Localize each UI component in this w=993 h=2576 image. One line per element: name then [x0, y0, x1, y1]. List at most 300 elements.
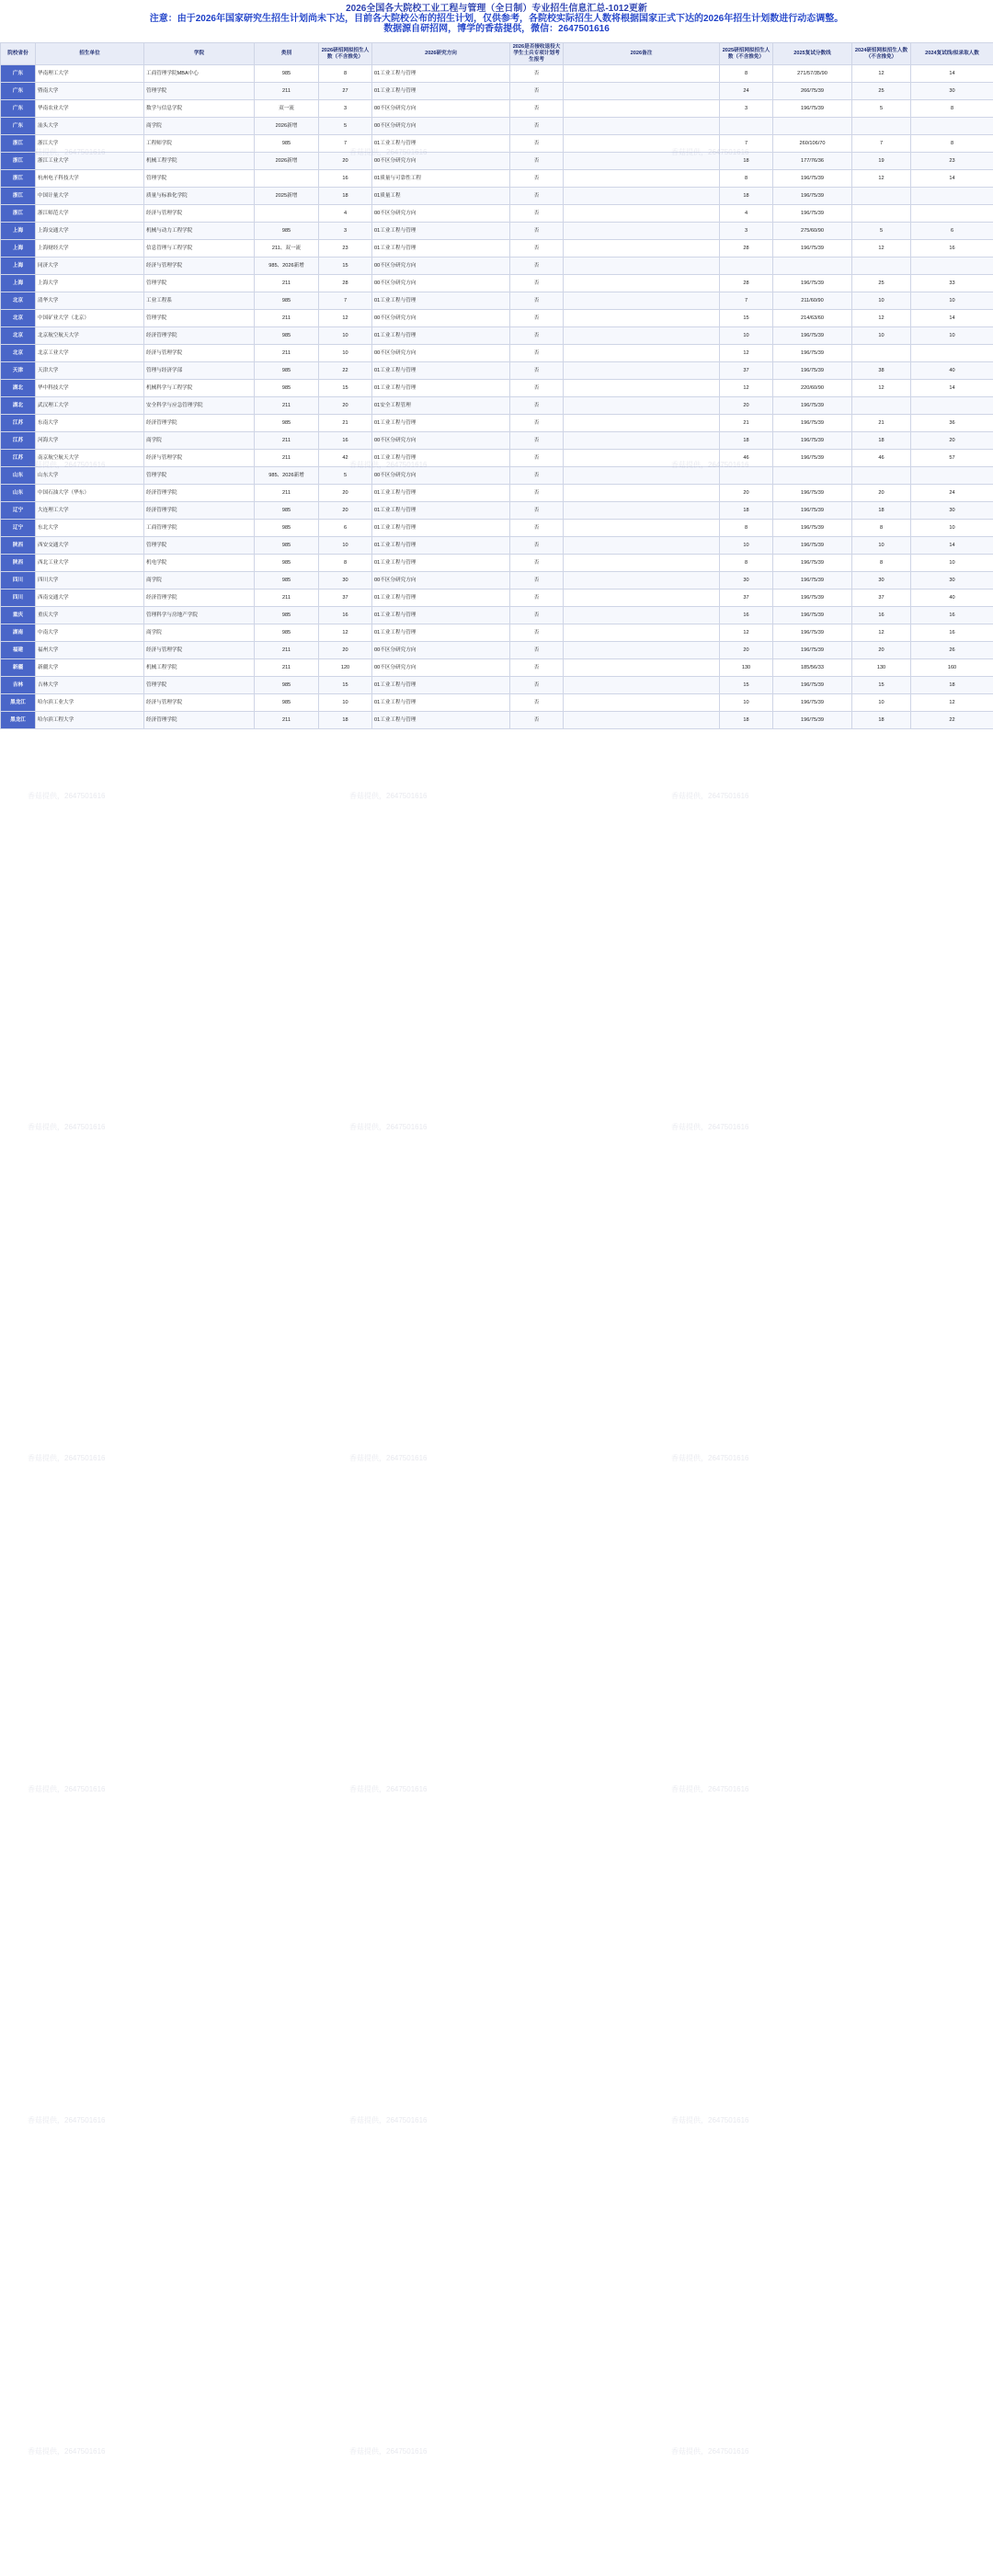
- cell-college: 机械工程学院: [144, 659, 255, 677]
- cell-ex: 否: [510, 572, 564, 590]
- cell-line25: 196/75/39: [773, 485, 852, 502]
- cell-n25: 8: [720, 555, 773, 572]
- cell-school: 武汉理工大学: [36, 397, 144, 415]
- cell-note: [564, 135, 720, 153]
- cell-n24: 25: [852, 275, 911, 292]
- cell-n25: 7: [720, 292, 773, 310]
- cell-ex: 否: [510, 65, 564, 83]
- cell-dir: 00不区分研究方向: [372, 572, 510, 590]
- cell-college: 经济管理学院: [144, 502, 255, 520]
- cell-prov: 陕西: [1, 555, 36, 572]
- cell-prov: 江苏: [1, 415, 36, 432]
- cell-n25: 24: [720, 83, 773, 100]
- cell-res24: 23: [911, 153, 993, 170]
- cell-res24: 12: [911, 694, 993, 712]
- table-row: [1, 467, 993, 485]
- watermark-text: 香菇提供，2647501616: [671, 2447, 749, 2456]
- cell-dir: 01工业工程与管理: [372, 555, 510, 572]
- cell-prov: 浙江: [1, 153, 36, 170]
- cell-note: [564, 694, 720, 712]
- cell-type: 985: [255, 502, 319, 520]
- cell-line25: 196/75/39: [773, 397, 852, 415]
- cell-college: 商学院: [144, 624, 255, 642]
- cell-res24: 14: [911, 65, 993, 83]
- cell-ex: 否: [510, 345, 564, 362]
- cell-college: 机械与动力工程学院: [144, 223, 255, 240]
- cell-college: 机械工程学院: [144, 153, 255, 170]
- table-row: [1, 205, 993, 223]
- cell-n26: 15: [319, 258, 372, 275]
- cell-n26: 37: [319, 590, 372, 607]
- cell-prov: 湖南: [1, 624, 36, 642]
- cell-school: 中国石油大学（华东）: [36, 485, 144, 502]
- cell-n25: 28: [720, 240, 773, 258]
- table-row: [1, 362, 993, 380]
- cell-line25: 196/75/39: [773, 694, 852, 712]
- cell-n26: 28: [319, 275, 372, 292]
- cell-type: 985: [255, 135, 319, 153]
- cell-type: 985: [255, 223, 319, 240]
- cell-note: [564, 205, 720, 223]
- cell-ex: 否: [510, 520, 564, 537]
- cell-note: [564, 555, 720, 572]
- cell-n24: 20: [852, 642, 911, 659]
- cell-res24: 24: [911, 485, 993, 502]
- cell-ex: 否: [510, 590, 564, 607]
- cell-line25: 196/75/39: [773, 327, 852, 345]
- cell-note: [564, 677, 720, 694]
- cell-ex: 否: [510, 188, 564, 205]
- table-row: [1, 65, 993, 83]
- table-row: [1, 327, 993, 345]
- cell-college: 管理科学与房地产学院: [144, 607, 255, 624]
- cell-prov: 北京: [1, 345, 36, 362]
- cell-prov: 江苏: [1, 450, 36, 467]
- cell-school: 哈尔滨工程大学: [36, 712, 144, 729]
- table-row: [1, 345, 993, 362]
- cell-res24: 16: [911, 607, 993, 624]
- column-header: 2026研究方向: [372, 43, 510, 65]
- cell-line25: 196/75/39: [773, 100, 852, 118]
- cell-n25: 4: [720, 205, 773, 223]
- cell-college: 工业工程系: [144, 292, 255, 310]
- cell-line25: 266/75/39: [773, 83, 852, 100]
- cell-res24: 40: [911, 362, 993, 380]
- cell-note: [564, 223, 720, 240]
- watermark-text: 香菇提供，2647501616: [349, 1785, 428, 1793]
- table-row: [1, 380, 993, 397]
- cell-dir: 01工业工程与管理: [372, 292, 510, 310]
- cell-school: 北京航空航天大学: [36, 327, 144, 345]
- cell-dir: 01工业工程与管理: [372, 712, 510, 729]
- cell-dir: 00不区分研究方向: [372, 118, 510, 135]
- cell-n26: 16: [319, 170, 372, 188]
- cell-dir: 00不区分研究方向: [372, 310, 510, 327]
- cell-school: 汕头大学: [36, 118, 144, 135]
- cell-n25: [720, 258, 773, 275]
- cell-dir: 01工业工程与管理: [372, 380, 510, 397]
- cell-n26: 3: [319, 100, 372, 118]
- cell-type: 双一流: [255, 100, 319, 118]
- cell-n24: 18: [852, 712, 911, 729]
- cell-line25: 196/75/39: [773, 520, 852, 537]
- cell-dir: 00不区分研究方向: [372, 205, 510, 223]
- cell-n25: 10: [720, 327, 773, 345]
- cell-note: [564, 712, 720, 729]
- cell-line25: 196/75/39: [773, 362, 852, 380]
- cell-line25: 196/75/39: [773, 432, 852, 450]
- cell-note: [564, 450, 720, 467]
- cell-school: 上海交通大学: [36, 223, 144, 240]
- table-row: [1, 310, 993, 327]
- cell-ex: 否: [510, 275, 564, 292]
- cell-type: 211: [255, 712, 319, 729]
- cell-school: 上海财经大学: [36, 240, 144, 258]
- cell-n25: [720, 118, 773, 135]
- table-row: [1, 275, 993, 292]
- cell-school: 大连理工大学: [36, 502, 144, 520]
- cell-n26: 10: [319, 537, 372, 555]
- cell-line25: 271/57/35/90: [773, 65, 852, 83]
- cell-prov: 广东: [1, 83, 36, 100]
- cell-note: [564, 258, 720, 275]
- cell-n24: [852, 118, 911, 135]
- cell-type: 985: [255, 677, 319, 694]
- cell-note: [564, 590, 720, 607]
- cell-type: 985: [255, 520, 319, 537]
- cell-n26: 22: [319, 362, 372, 380]
- cell-college: 质量与标准化学院: [144, 188, 255, 205]
- cell-n24: 12: [852, 624, 911, 642]
- table-row: [1, 502, 993, 520]
- cell-n25: 18: [720, 432, 773, 450]
- cell-line25: 196/75/39: [773, 677, 852, 694]
- cell-dir: 00不区分研究方向: [372, 153, 510, 170]
- cell-res24: 18: [911, 677, 993, 694]
- cell-dir: 00不区分研究方向: [372, 432, 510, 450]
- table-header-row: [1, 43, 993, 65]
- cell-dir: 00不区分研究方向: [372, 467, 510, 485]
- table-row: [1, 240, 993, 258]
- cell-ex: 否: [510, 362, 564, 380]
- cell-n25: 18: [720, 153, 773, 170]
- watermark-text: 香菇提供，2647501616: [349, 2447, 428, 2456]
- cell-n24: [852, 258, 911, 275]
- cell-line25: 196/75/39: [773, 572, 852, 590]
- cell-prov: 湖北: [1, 397, 36, 415]
- cell-prov: 上海: [1, 275, 36, 292]
- cell-note: [564, 607, 720, 624]
- cell-res24: [911, 258, 993, 275]
- cell-college: 商学院: [144, 118, 255, 135]
- cell-type: 985: [255, 694, 319, 712]
- cell-type: 2025新增: [255, 188, 319, 205]
- cell-school: 清华大学: [36, 292, 144, 310]
- cell-school: 浙江工业大学: [36, 153, 144, 170]
- cell-school: 山东大学: [36, 467, 144, 485]
- cell-n25: 10: [720, 694, 773, 712]
- cell-prov: 山东: [1, 485, 36, 502]
- cell-n24: 10: [852, 327, 911, 345]
- cell-type: 985: [255, 537, 319, 555]
- table-row: [1, 712, 993, 729]
- cell-college: 经济管理学院: [144, 327, 255, 345]
- cell-dir: 01工业工程与管理: [372, 520, 510, 537]
- table-row: [1, 694, 993, 712]
- cell-college: 管理学院: [144, 275, 255, 292]
- cell-prov: 吉林: [1, 677, 36, 694]
- table-row: [1, 292, 993, 310]
- cell-note: [564, 83, 720, 100]
- cell-type: 985: [255, 327, 319, 345]
- cell-type: 211: [255, 450, 319, 467]
- cell-college: 管理学院: [144, 677, 255, 694]
- notice-text: 注意：由于2026年国家研究生招生计划尚未下达，目前各大院校公布的招生计划，仅供参考，各院校实际招生人数将根据国家正式下达的2026年招生计划数进行动态调整。: [149, 14, 844, 24]
- table-container: [0, 42, 993, 2576]
- cell-line25: 196/75/39: [773, 188, 852, 205]
- cell-note: [564, 240, 720, 258]
- cell-type: 985、2026新增: [255, 258, 319, 275]
- cell-n24: 37: [852, 590, 911, 607]
- cell-type: 211、双一流: [255, 240, 319, 258]
- page-header: [0, 0, 993, 40]
- cell-n25: 21: [720, 415, 773, 432]
- cell-school: 西安交通大学: [36, 537, 144, 555]
- cell-school: 华中科技大学: [36, 380, 144, 397]
- cell-dir: 01工业工程与管理: [372, 677, 510, 694]
- cell-prov: 浙江: [1, 188, 36, 205]
- cell-ex: 否: [510, 502, 564, 520]
- cell-college: 管理学院: [144, 83, 255, 100]
- cell-dir: 01工业工程与管理: [372, 65, 510, 83]
- cell-college: 商学院: [144, 572, 255, 590]
- recruitment-table: [0, 42, 993, 729]
- cell-dir: 01工业工程与管理: [372, 240, 510, 258]
- cell-prov: 广东: [1, 118, 36, 135]
- cell-school: 天津大学: [36, 362, 144, 380]
- cell-college: 经济与管理学院: [144, 345, 255, 362]
- cell-type: 211: [255, 275, 319, 292]
- cell-ex: 否: [510, 415, 564, 432]
- cell-n26: 5: [319, 118, 372, 135]
- table-row: [1, 485, 993, 502]
- cell-ex: 否: [510, 327, 564, 345]
- cell-type: 985: [255, 380, 319, 397]
- cell-ex: 否: [510, 380, 564, 397]
- table-row: [1, 118, 993, 135]
- cell-n26: 12: [319, 310, 372, 327]
- cell-n24: [852, 345, 911, 362]
- cell-school: 西南交通大学: [36, 590, 144, 607]
- cell-ex: 否: [510, 467, 564, 485]
- watermark-text: 香菇提供，2647501616: [671, 2116, 749, 2124]
- cell-n25: 16: [720, 607, 773, 624]
- cell-line25: 196/75/39: [773, 712, 852, 729]
- cell-n24: 12: [852, 170, 911, 188]
- table-row: [1, 450, 993, 467]
- cell-note: [564, 502, 720, 520]
- cell-n24: 10: [852, 694, 911, 712]
- table-row: [1, 590, 993, 607]
- cell-n25: 3: [720, 100, 773, 118]
- cell-ex: 否: [510, 118, 564, 135]
- cell-n24: 19: [852, 153, 911, 170]
- cell-school: 中国矿业大学（北京）: [36, 310, 144, 327]
- cell-n25: 130: [720, 659, 773, 677]
- cell-type: 211: [255, 345, 319, 362]
- column-header: 2025复试分数线: [773, 43, 852, 65]
- table-row: [1, 258, 993, 275]
- cell-n24: [852, 205, 911, 223]
- cell-prov: 上海: [1, 258, 36, 275]
- cell-college: 管理与经济学部: [144, 362, 255, 380]
- cell-note: [564, 345, 720, 362]
- cell-line25: 177/76/36: [773, 153, 852, 170]
- cell-school: 东南大学: [36, 415, 144, 432]
- cell-prov: 福建: [1, 642, 36, 659]
- cell-n25: 8: [720, 520, 773, 537]
- cell-n24: 5: [852, 223, 911, 240]
- cell-n26: 12: [319, 624, 372, 642]
- cell-res24: 16: [911, 240, 993, 258]
- cell-note: [564, 327, 720, 345]
- cell-dir: 01工业工程与管理: [372, 502, 510, 520]
- cell-prov: 陕西: [1, 537, 36, 555]
- watermark-text: 香菇提供，2647501616: [28, 1123, 106, 1131]
- column-header: 2026是否接收退役大学生士兵专项计划考生报考: [510, 43, 564, 65]
- cell-n24: 25: [852, 83, 911, 100]
- cell-n25: 20: [720, 397, 773, 415]
- cell-line25: [773, 258, 852, 275]
- cell-n26: 7: [319, 135, 372, 153]
- cell-note: [564, 520, 720, 537]
- cell-res24: [911, 397, 993, 415]
- cell-n25: 12: [720, 380, 773, 397]
- cell-res24: 160: [911, 659, 993, 677]
- cell-n24: [852, 188, 911, 205]
- cell-ex: 否: [510, 694, 564, 712]
- cell-dir: 00不区分研究方向: [372, 642, 510, 659]
- cell-college: 经济管理学院: [144, 590, 255, 607]
- cell-school: 重庆大学: [36, 607, 144, 624]
- cell-note: [564, 275, 720, 292]
- cell-college: 数学与信息学院: [144, 100, 255, 118]
- cell-note: [564, 362, 720, 380]
- cell-dir: 00不区分研究方向: [372, 659, 510, 677]
- cell-note: [564, 624, 720, 642]
- cell-res24: 14: [911, 380, 993, 397]
- table-row: [1, 432, 993, 450]
- cell-n26: 18: [319, 712, 372, 729]
- cell-dir: 01安全工程管理: [372, 397, 510, 415]
- cell-school: 新疆大学: [36, 659, 144, 677]
- cell-ex: 否: [510, 712, 564, 729]
- cell-ex: 否: [510, 450, 564, 467]
- column-header: 院校省份: [1, 43, 36, 65]
- watermark-text: 香菇提供，2647501616: [349, 2116, 428, 2124]
- cell-note: [564, 118, 720, 135]
- cell-prov: 山东: [1, 467, 36, 485]
- column-header: 类别: [255, 43, 319, 65]
- cell-n26: 30: [319, 572, 372, 590]
- cell-n24: 38: [852, 362, 911, 380]
- cell-prov: 广东: [1, 100, 36, 118]
- cell-prov: 天津: [1, 362, 36, 380]
- cell-line25: 196/75/39: [773, 170, 852, 188]
- cell-line25: 211/60/90: [773, 292, 852, 310]
- cell-type: 211: [255, 432, 319, 450]
- cell-note: [564, 572, 720, 590]
- cell-n25: 30: [720, 572, 773, 590]
- cell-ex: 否: [510, 223, 564, 240]
- cell-line25: 196/75/39: [773, 624, 852, 642]
- cell-n26: 20: [319, 642, 372, 659]
- cell-ex: 否: [510, 659, 564, 677]
- cell-college: 机电学院: [144, 555, 255, 572]
- watermark-text: 香菇提供，2647501616: [349, 792, 428, 800]
- cell-prov: 北京: [1, 327, 36, 345]
- cell-res24: 36: [911, 415, 993, 432]
- table-row: [1, 572, 993, 590]
- cell-n26: 23: [319, 240, 372, 258]
- cell-dir: 01工业工程与管理: [372, 694, 510, 712]
- cell-note: [564, 537, 720, 555]
- table-row: [1, 135, 993, 153]
- cell-line25: 196/75/39: [773, 537, 852, 555]
- cell-type: 985: [255, 362, 319, 380]
- cell-n26: 20: [319, 502, 372, 520]
- cell-school: 南京航空航天大学: [36, 450, 144, 467]
- cell-type: [255, 170, 319, 188]
- cell-n26: 10: [319, 327, 372, 345]
- cell-n24: 21: [852, 415, 911, 432]
- cell-n24: 12: [852, 240, 911, 258]
- table-row: [1, 677, 993, 694]
- cell-prov: 重庆: [1, 607, 36, 624]
- watermark-text: 香菇提供，2647501616: [28, 2447, 106, 2456]
- cell-res24: 22: [911, 712, 993, 729]
- cell-prov: 四川: [1, 590, 36, 607]
- cell-prov: 四川: [1, 572, 36, 590]
- cell-n24: 20: [852, 485, 911, 502]
- cell-school: 哈尔滨工业大学: [36, 694, 144, 712]
- cell-line25: 196/75/39: [773, 590, 852, 607]
- watermark-text: 香菇提供，2647501616: [349, 1123, 428, 1131]
- cell-n24: 12: [852, 65, 911, 83]
- cell-line25: 196/75/39: [773, 415, 852, 432]
- cell-type: 211: [255, 485, 319, 502]
- cell-ex: 否: [510, 100, 564, 118]
- cell-type: 985: [255, 624, 319, 642]
- cell-dir: 01工业工程与管理: [372, 624, 510, 642]
- cell-n26: 3: [319, 223, 372, 240]
- cell-type: 985: [255, 555, 319, 572]
- watermark-text: 香菇提供，2647501616: [28, 1785, 106, 1793]
- cell-note: [564, 432, 720, 450]
- cell-res24: 16: [911, 624, 993, 642]
- cell-line25: [773, 467, 852, 485]
- table-row: [1, 83, 993, 100]
- cell-res24: 14: [911, 310, 993, 327]
- table-row: [1, 537, 993, 555]
- cell-prov: 浙江: [1, 170, 36, 188]
- cell-school: 东北大学: [36, 520, 144, 537]
- cell-prov: 辽宁: [1, 502, 36, 520]
- cell-res24: 33: [911, 275, 993, 292]
- cell-line25: 196/75/39: [773, 607, 852, 624]
- cell-n24: 18: [852, 502, 911, 520]
- column-header: 学院: [144, 43, 255, 65]
